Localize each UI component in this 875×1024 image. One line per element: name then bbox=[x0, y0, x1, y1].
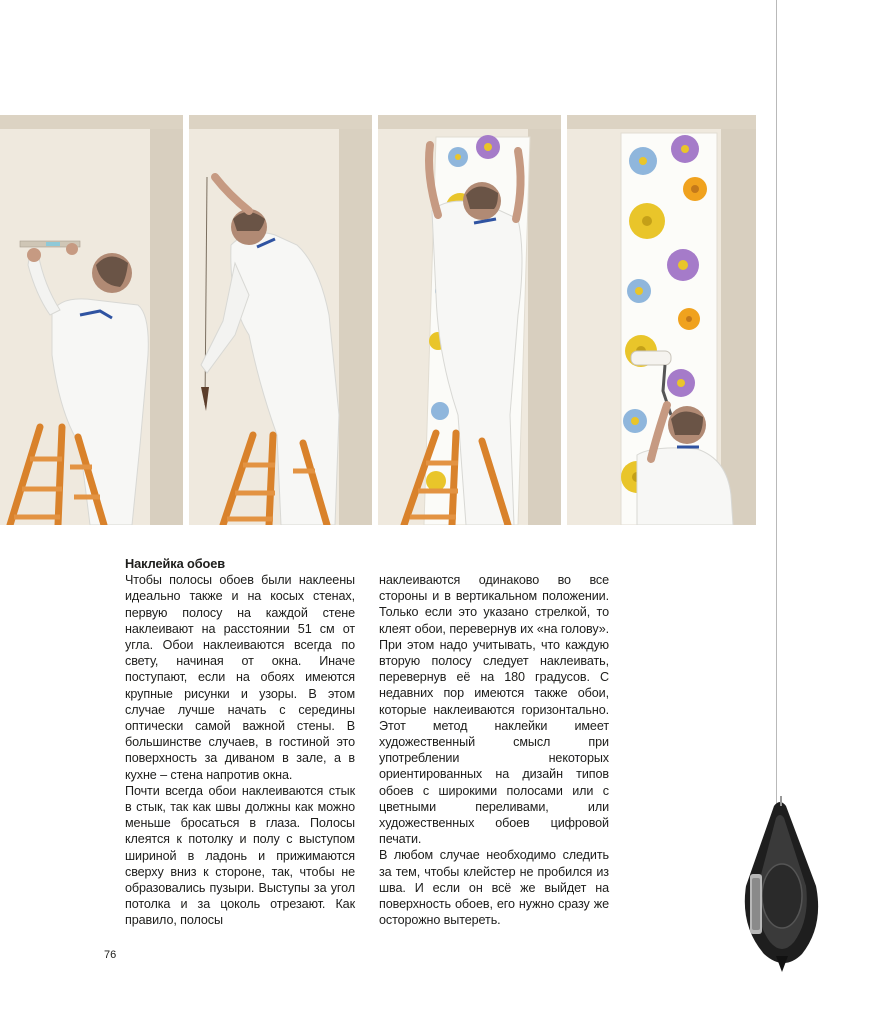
photo-strip bbox=[0, 115, 756, 525]
paragraph: наклеиваются одинаково во все стороны и в вертикальном положении. Только если это указано стрелкой, то клеят обои, перевернув их «на голову». При этом надо учитывать, что каждую вторую полосу следует наклеивать, перевернув её на 180 градусов. С недавних пор имеются также обои, которые наклеиваются горизонтально. Этот метод наклейки имеет художественный смысл при употреблении некоторых ориентированных на дизайн типов обоев с широкими полосами или с цветными переливами, или художественных обоев цифровой печати. bbox=[379, 573, 609, 847]
article-heading: Наклейка обоев bbox=[125, 556, 226, 571]
plumb-line bbox=[776, 0, 777, 806]
photo-hanging-strip bbox=[378, 115, 561, 525]
paragraph: Чтобы полосы обоев были наклеены идеально также и на косых стенах, первую полосу на каждой стене наклеивают на расстоянии 51 см от угла. Обои наклеиваются всегда по свету, начиная от окна. Иначе поступают, если на обоях имеются крупные рисунки и узоры. В этом случае лучше начать с середины оптически самой важной стены. В большинстве случаев, в гостиной это поверхность за диваном в зале, а в кухне – стена напротив окна. bbox=[125, 573, 355, 782]
paragraph: В любом случае необходимо следить за тем, чтобы клейстер не пробился из шва. И если он всё же выйдет на поверхность обоев, его нужно сразу же осторожно вытереть. bbox=[379, 848, 609, 928]
photo-plumb-line bbox=[189, 115, 372, 525]
photo-rolling-strip bbox=[567, 115, 756, 525]
article-column-left bbox=[125, 556, 355, 929]
photo-measuring bbox=[0, 115, 183, 525]
page-number: 76 bbox=[104, 949, 117, 961]
chalk-line-reel-image bbox=[736, 796, 826, 972]
paragraph: Почти всегда обои наклеиваются стык в стык, так как швы должны как можно меньше бросаться в глаза. Полосы клеятся к потолку и полу с выступом шириной в ладонь и прижимаются сверху вниз к стороне, так, чтобы не образовались пузыри. Выступы за угол потолка и за цоколь отрезают. Как правило, полосы bbox=[125, 783, 355, 928]
article-column-right bbox=[379, 572, 609, 928]
